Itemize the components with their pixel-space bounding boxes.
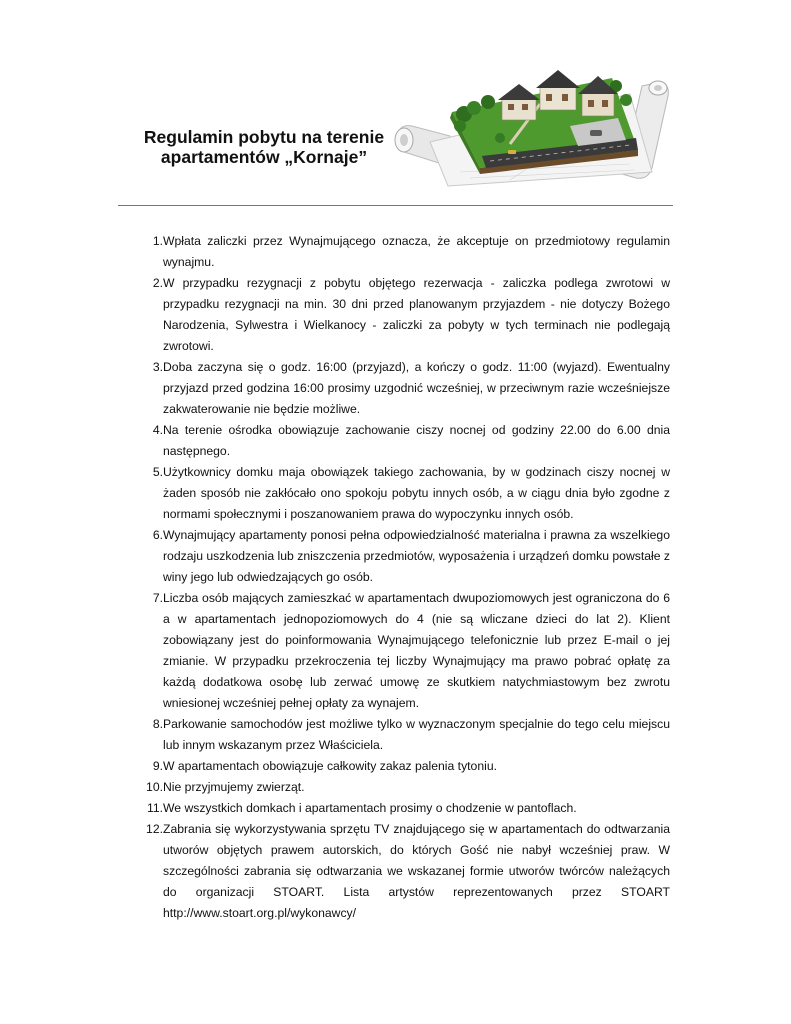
title-line-2: apartamentów „Kornaje” [160,147,368,167]
list-item-number: 7. [152,591,163,605]
list-item-text: W apartamentach obowiązuje całkowity zakaz palenia tytoniu. [163,759,497,773]
list-item [130,756,670,777]
list-item-text: Wpłata zaliczki przez Wynajmującego oznacza, że akceptuje on przedmiotowy regulamin wynajmu. [163,234,670,269]
list-item-number: 12. [146,822,163,836]
list-item-text: W przypadku rezygnacji z pobytu objętego rezerwacja - zaliczka podlega zwrotowi w przypadku rezygnacji na min. 30 dni przed planowanym przyjazdem - nie dotyczy Bożego Narodzenia, Sylwestra i Wielkanocy - zaliczki za pobyty w tych terminach nie podlegają zwrotowi. [163,276,670,353]
list-item-number: 6. [152,528,163,542]
house-left [498,84,540,120]
list-item [130,357,670,420]
list-item [130,714,670,756]
list-item-number: 3. [152,360,163,374]
list-item-number: 4. [152,423,163,437]
list-item-text: Zabrania się wykorzystywania sprzętu TV znajdującego się w apartamentach do odtwarzania utworów objętych prawem autorskich, do których Gość nie nabył wcześniej praw. W szczególności zabrania się odtwarzania we wskazanej formie utworów twórców należących do organizacji STOART. Lista artystów reprezentowanych przez STOART http://www.stoart.org.pl/wykonawcy/ [163,822,670,920]
document-title [118,127,410,167]
list-item-text: Doba zaczyna się o godz. 16:00 (przyjazd), a kończy o godz. 11:00 (wyjazd). Ewentualny przyjazd przed godzina 16:00 prosimy uzgodnić wcześniej, w przeciwnym razie wcześniejsze zakwaterowanie nie będzie możliwe. [163,360,670,416]
car [590,130,602,136]
house-middle [536,70,580,110]
list-item-text: Liczba osób mających zamieszkać w apartamentach dwupoziomowych jest ograniczona do 6 a w apartamentach jednopoziomowych do 4 (nie są wliczane dzieci do lat 2). Klient zobowiązany jest do poinformowania Wynajmującego telefonicznie lub przez E-mail o jej zmianie. W przypadku przekroczenia tej liczby Wynajmujący ma prawo pobrać opłatę za każdą dodatkowa osobę lub zerwać umowę ze skutkiem natychmiastowym bez zwrotu wniesionej wcześniej pełnej opłaty za wynajem. [163,591,670,710]
list-item-text: We wszystkich domkach i apartamentach prosimy o chodzenie w pantoflach. [163,801,577,815]
list-item-number: 8. [152,717,163,731]
list-item [130,525,670,588]
list-item-text: Na terenie ośrodka obowiązuje zachowanie ciszy nocnej od godziny 22.00 do 6.00 dnia następnego. [163,423,670,458]
list-item [130,420,670,462]
list-item-number: 9. [152,759,163,773]
list-item [130,588,670,714]
list-item-text: Użytkownicy domku maja obowiązek takiego zachowania, by w godzinach ciszy nocnej w żaden sposób nie zakłócało ono spokoju pobytu innych osób, a w ciągu dnia było zgodne z normami społecznymi i poszanowaniem prawa do wypoczynku innych osób. [163,465,670,521]
house-on-blueprint-illustration [390,64,670,194]
list-item-text: Wynajmujący apartamenty ponosi pełna odpowiedzialność materialna i prawna za wszelkiego rodzaju uszkodzenia lub zniszczenia przedmiotów, wyposażenia i urządzeń domku powstałe z winy jego lub odwiedzających go osób. [163,528,670,584]
list-item [130,777,670,798]
list-item-text: Nie przyjmujemy zwierząt. [163,780,305,794]
list-item-text: Parkowanie samochodów jest możliwe tylko w wyznaczonym specjalnie do tego celu miejscu lub innym wskazanym przez Właściciela. [163,717,670,752]
list-item [130,273,670,357]
list-item-number: 10. [146,780,163,794]
list-item [130,462,670,525]
list-item [130,819,670,924]
regulations-list [130,231,670,924]
list-item [130,231,670,273]
list-item-number: 1. [152,234,163,248]
list-item-number: 5. [152,465,163,479]
title-line-1: Regulamin pobytu na terenie [143,127,385,147]
list-item [130,798,670,819]
list-item-number: 2. [152,276,163,290]
header-divider [118,205,673,206]
list-item-number: 11. [146,801,163,815]
